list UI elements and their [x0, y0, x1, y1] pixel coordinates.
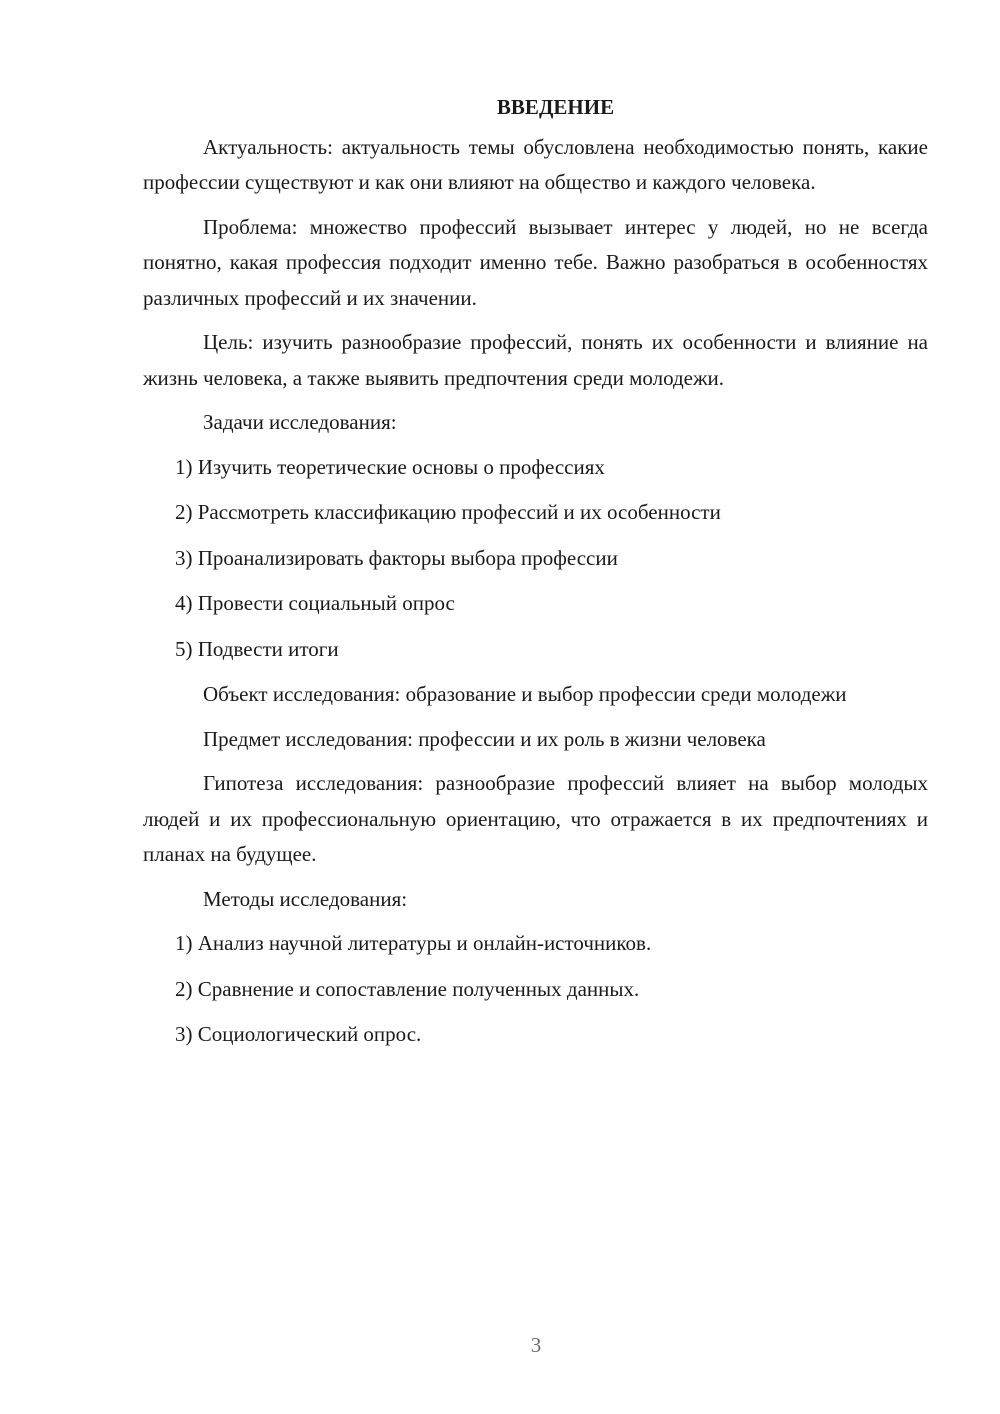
list-item: 2) Сравнение и сопоставление полученных данных. [175, 976, 640, 1001]
methods-heading: Методы исследования: [203, 886, 408, 911]
list-item: 1) Анализ научной литературы и онлайн-источников. [175, 931, 652, 955]
goal-paragraph: Цель: изучить разнообразие профессий, понять их особенности и влияние на жизнь человека, а также выявить предпочтения среди молодежи. [143, 330, 928, 390]
page-title: ВВЕДЕНИЕ [496, 95, 615, 119]
list-item: 2) Рассмотреть классификацию профессий и их особенности [175, 500, 721, 524]
problem-paragraph: Проблема: множество профессий вызывает интерес у людей, но не всегда понятно, какая профессия подходит именно тебе. Важно разобраться в особенностях различных профессий и их значении. [143, 214, 928, 310]
actuality-paragraph: Актуальность: актуальность темы обусловлена необходимостью понять, какие профессии существуют и как они влияют на общество и каждого человека. [143, 134, 928, 194]
list-item: 4) Провести социальный опрос [175, 591, 455, 615]
document-page [143, 90, 928, 1063]
tasks-heading: Задачи исследования: [203, 410, 397, 434]
list-item: 5) Подвести итоги [175, 636, 339, 661]
subject-paragraph: Предмет исследования: профессии и их роль в жизни человека [203, 726, 766, 751]
hypothesis-paragraph: Гипотеза исследования: разнообразие профессий влияет на выбор молодых людей и их профессиональную ориентацию, что отражается в их предпочтениях и планах на будущее. [143, 771, 928, 866]
methods-list [143, 926, 928, 1053]
list-item: 1) Изучить теоретические основы о профессиях [175, 454, 605, 479]
list-item: 3) Проанализировать факторы выбора профессии [175, 545, 618, 570]
object-paragraph: Объект исследования: образование и выбор профессии среди молодежи [203, 682, 847, 706]
tasks-list [143, 450, 928, 668]
list-item: 3) Социологический опрос. [175, 1022, 422, 1046]
page-number: 3 [530, 1333, 542, 1357]
